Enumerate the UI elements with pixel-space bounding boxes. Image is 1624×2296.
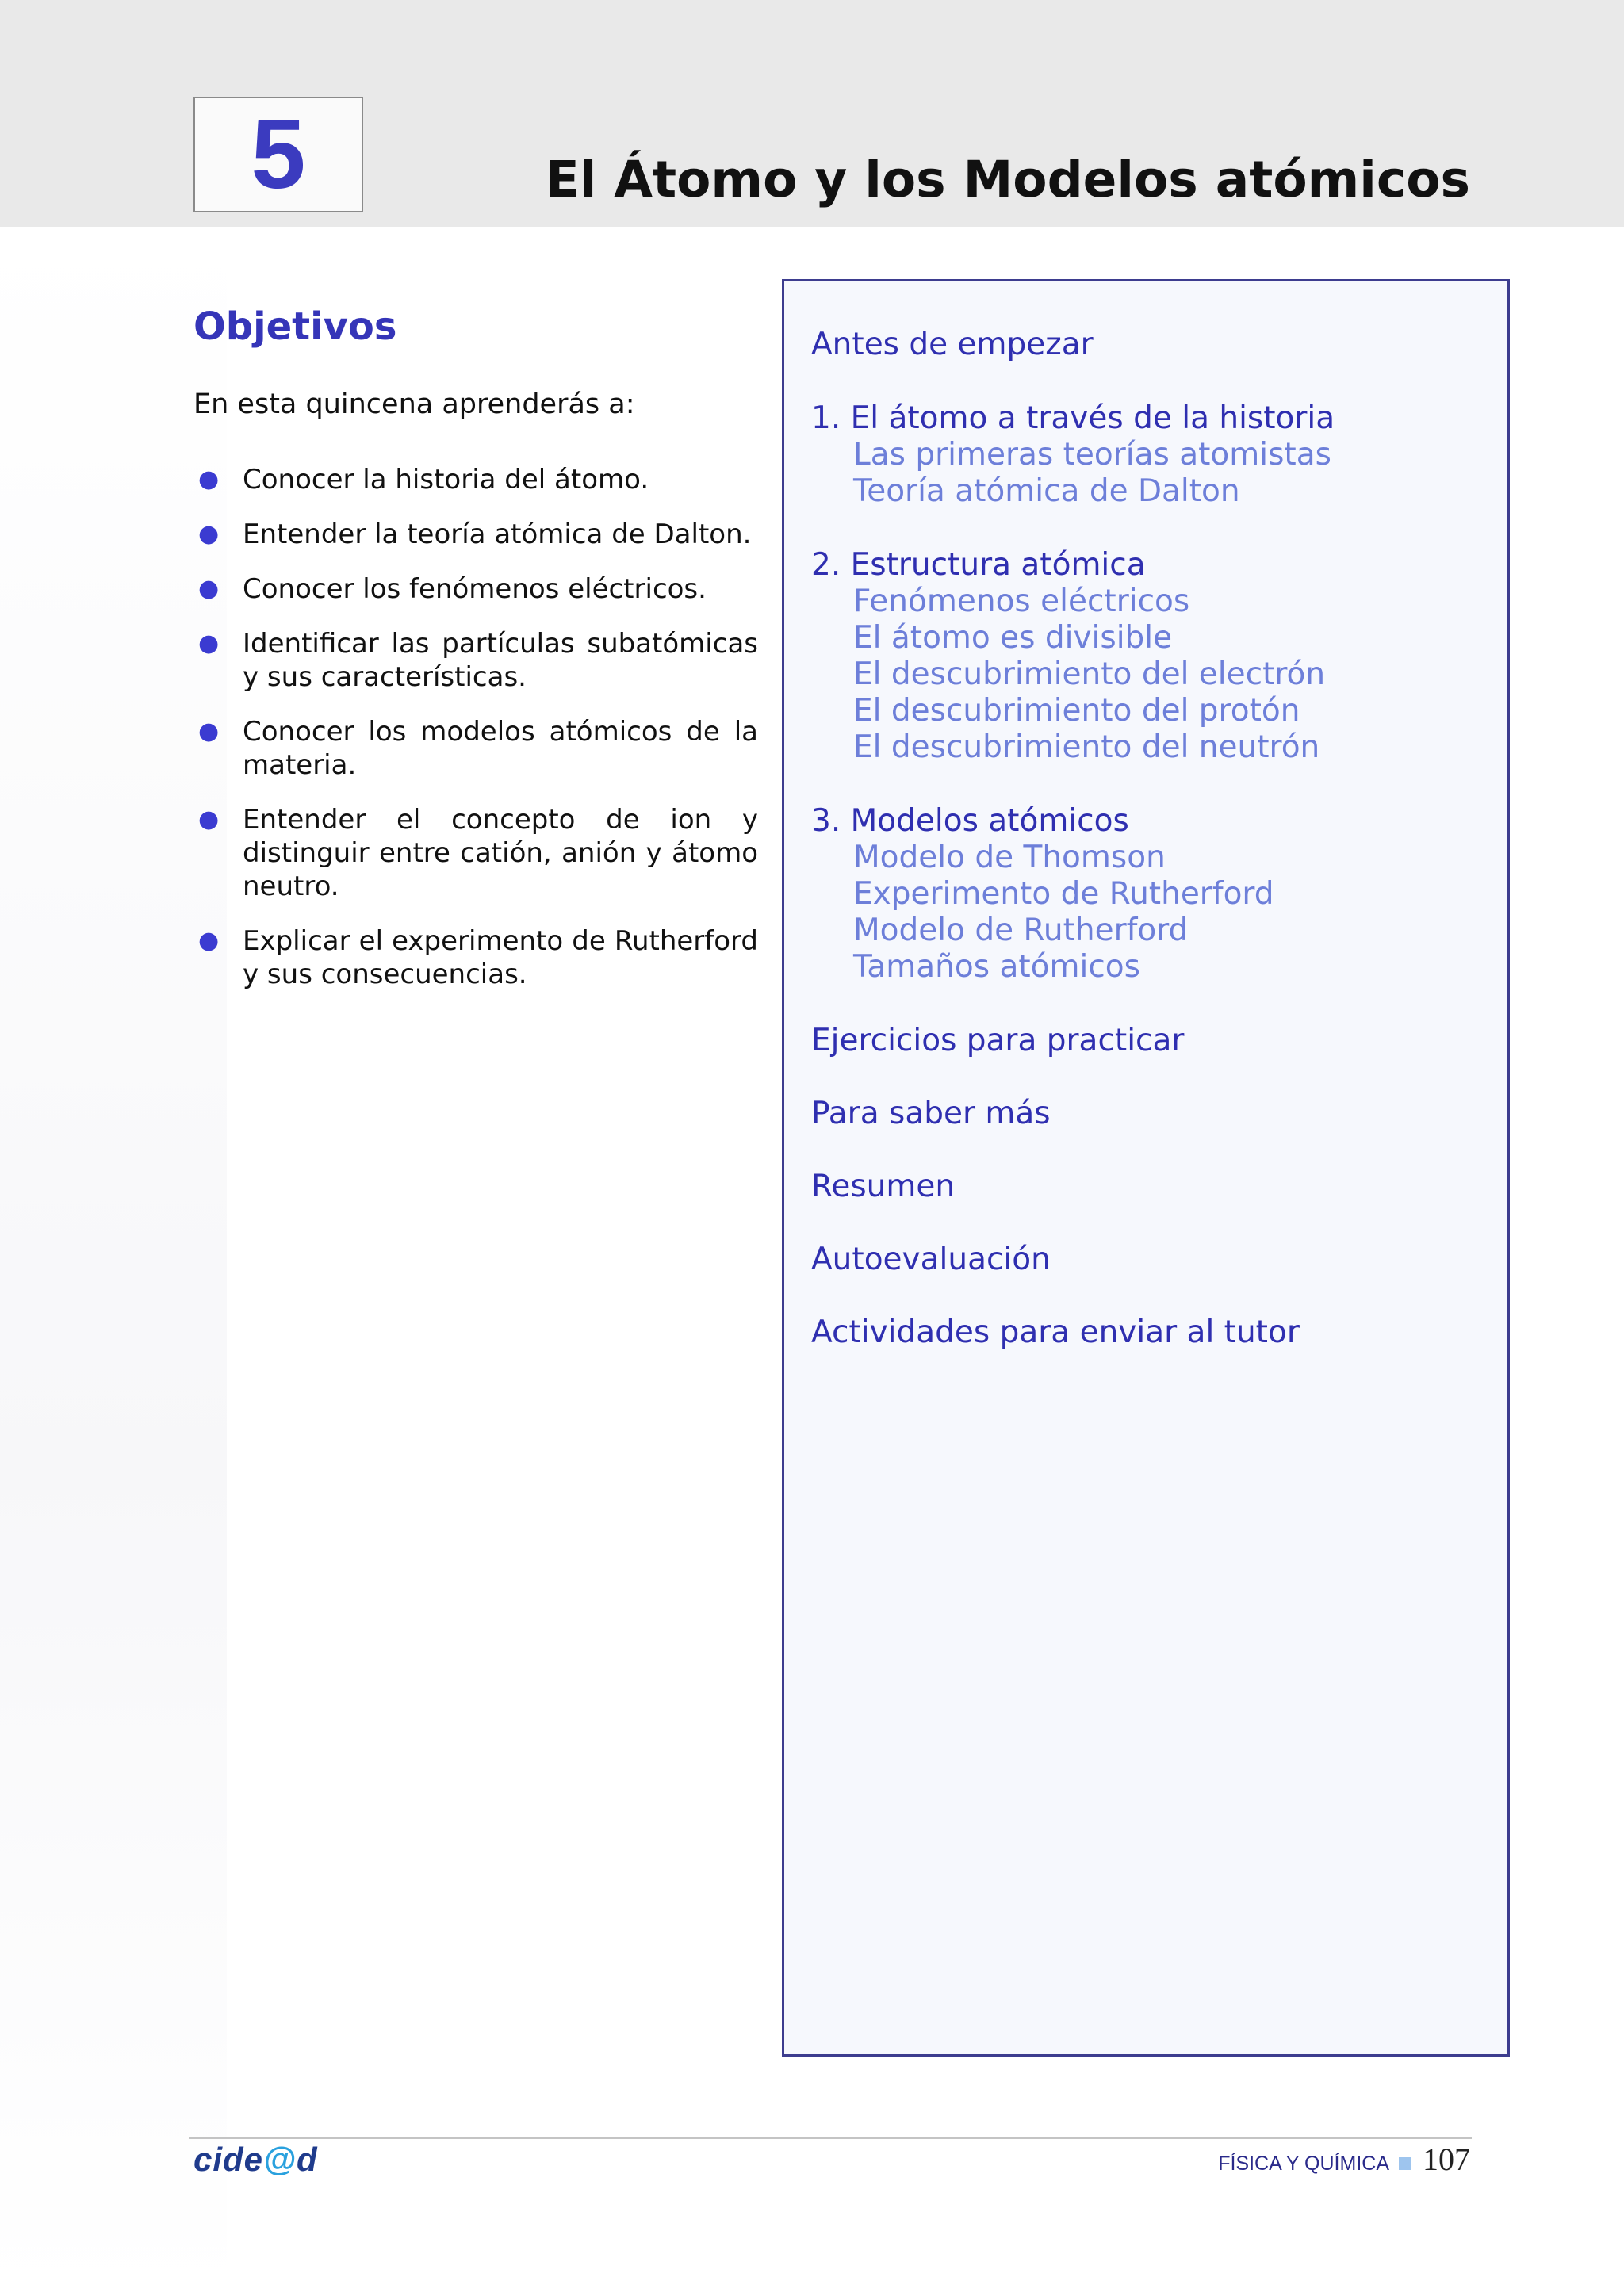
subject-label: FÍSICA Y QUÍMICA — [1218, 2152, 1389, 2175]
objective-text: Conocer los fenómenos eléctricos. — [243, 573, 707, 605]
objective-text: Entender la teoría atómica de Dalton. — [243, 519, 752, 550]
toc-item[interactable]: El descubrimiento del neutrón — [853, 729, 1320, 765]
bullet-icon: ● — [198, 575, 220, 603]
toc-item[interactable]: Fenómenos eléctricos — [853, 584, 1190, 619]
toc-section-2[interactable]: 2. Estructura atómica — [811, 547, 1146, 583]
square-icon — [1399, 2157, 1411, 2170]
toc-link-ejercicios[interactable]: Ejercicios para practicar — [811, 1023, 1185, 1058]
bullet-icon: ● — [198, 806, 220, 833]
objective-text: Identificar las partículas subatómicas y sus características. — [243, 628, 758, 693]
objective-text: Conocer los modelos atómicos de la materia. — [243, 716, 758, 781]
table-of-contents — [811, 327, 1493, 1351]
objective-item — [193, 924, 758, 991]
objectives-list — [193, 463, 758, 1012]
chapter-number: 5 — [193, 97, 363, 212]
bullet-icon: ● — [198, 927, 220, 955]
bullet-icon: ● — [198, 629, 220, 657]
bullet-icon: ● — [198, 465, 220, 493]
toc-section-1[interactable]: 1. El átomo a través de la historia — [811, 400, 1335, 436]
toc-link-antes-de-empezar[interactable]: Antes de empezar — [811, 327, 1094, 362]
footer-divider — [189, 2137, 1472, 2139]
toc-item[interactable]: El átomo es divisible — [853, 620, 1173, 656]
objectives-heading: Objetivos — [193, 304, 397, 349]
footer-info — [1218, 2141, 1470, 2178]
toc-item[interactable]: Las primeras teorías atomistas — [853, 437, 1331, 473]
toc-link-autoevaluacion[interactable]: Autoevaluación — [811, 1242, 1051, 1277]
objective-item — [193, 627, 758, 694]
bullet-icon: ● — [198, 718, 220, 745]
toc-link-resumen[interactable]: Resumen — [811, 1169, 956, 1204]
toc-link-para-saber-mas[interactable]: Para saber más — [811, 1096, 1051, 1131]
bullet-icon: ● — [198, 520, 220, 548]
page-number: 107 — [1423, 2141, 1470, 2177]
toc-item[interactable]: Modelo de Thomson — [853, 840, 1166, 875]
toc-item[interactable]: Experimento de Rutherford — [853, 876, 1274, 912]
objective-text: Conocer la historia del átomo. — [243, 464, 649, 496]
toc-link-actividades[interactable]: Actividades para enviar al tutor — [811, 1314, 1300, 1350]
objective-text: Entender el concepto de ion y distinguir entre catión, anión y átomo neutro. — [243, 804, 758, 902]
objective-item — [193, 518, 758, 551]
toc-item[interactable]: Teoría atómica de Dalton — [853, 473, 1240, 509]
objective-item — [193, 715, 758, 782]
toc-item[interactable]: El descubrimiento del electrón — [853, 656, 1326, 692]
toc-section-3[interactable]: 3. Modelos atómicos — [811, 803, 1129, 839]
objectives-intro: En esta quincena aprenderás a: — [193, 388, 635, 420]
toc-item[interactable]: El descubrimiento del protón — [853, 693, 1300, 729]
toc-item[interactable]: Tamaños atómicos — [853, 949, 1140, 985]
objective-text: Explicar el experimento de Rutherford y sus consecuencias. — [243, 925, 758, 990]
objective-item — [193, 463, 758, 496]
chapter-title: El Átomo y los Modelos atómicos — [545, 151, 1470, 209]
cidead-logo: cide@d — [193, 2141, 318, 2178]
toc-item[interactable]: Modelo de Rutherford — [853, 913, 1189, 948]
objective-item — [193, 803, 758, 903]
objective-item — [193, 572, 758, 606]
